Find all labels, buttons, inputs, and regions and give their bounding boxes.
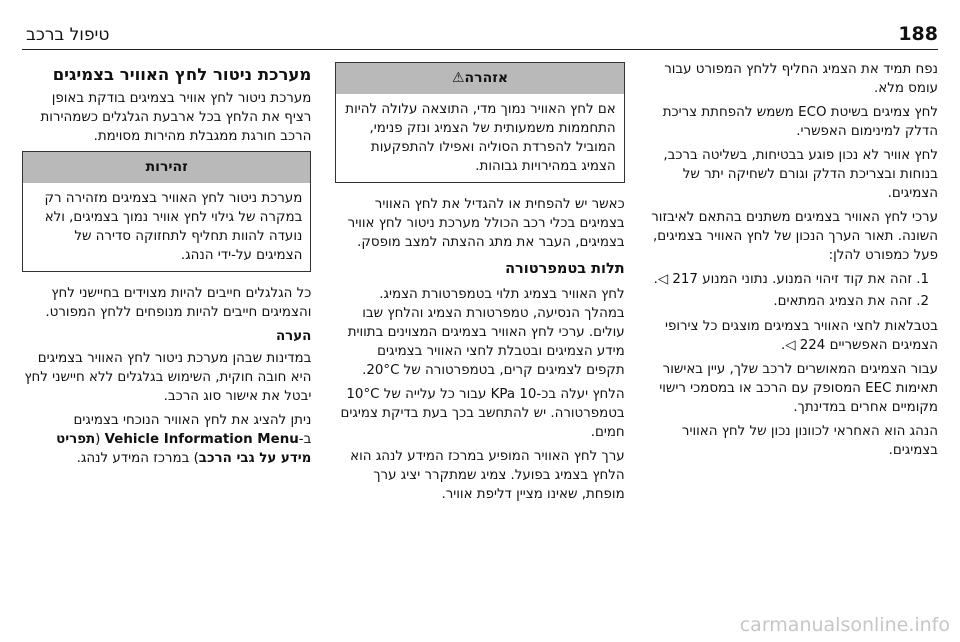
note-title: הערה bbox=[275, 329, 312, 344]
page-number: 188 bbox=[898, 23, 938, 45]
section-heading: מערכת ניטור לחץ האוויר בצמיגים bbox=[52, 65, 312, 84]
text-span: ) במרכז המידע לנהג. bbox=[76, 451, 199, 466]
paragraph: כל הגלגלים חייבים להיות מצוידים בחיישני לחץ והצמיגים חייבים להיות מנופחים ללחץ המפורט. bbox=[45, 286, 312, 320]
warning-text: אם לחץ האוויר נמוך מדי, התוצאה עלולה להיות התחממות משמעותית של הצמיג ונזק פנימי, המוביל להפרדת הסוליה ואפילו להתפקעות הצמיג במהירויות גבוהות. bbox=[345, 102, 616, 174]
paragraph: הלחץ יעלה בכ-10 KPa עבור כל עלייה של 10°C בטמפרטורה. יש להתחשב בכך בעת בדיקת צמיגים חמים. bbox=[340, 387, 625, 440]
paragraph: בטבלאות לחצי האוויר בצמיגים מוצגים כל צירופי הצמיגים האפשריים 224 ◁. bbox=[664, 319, 938, 353]
paragraph: לחץ אוויר לא נכון פוגע בבטיחות, בשליטה ברכב, בנוחות ובצריכת הדלק וגורם לשחיקה יתר של הצמיגים. bbox=[663, 148, 938, 201]
paragraph: עבור הצמיגים המאושרים לרכב שלך, עיין באישור תאימות EEC המסופק עם הרכב או במסמכי רישוי מקומיים אחרים במדינתך. bbox=[659, 362, 938, 415]
paragraph: נפח תמיד את הצמיג החליף ללחץ המפורט עבור עומס מלא. bbox=[664, 62, 938, 96]
note-text: במדינות שבהן מערכת ניטור לחץ האוויר בצמיגים היא חובה חוקית, השימוש בגלגלים ללא חיישני לחץ יבטל את אישור סוג הרכב. bbox=[24, 351, 312, 404]
paragraph: מערכת ניטור לחץ אוויר בצמיגים בודקת באופן רציף את הלחץ בכל ארבעת הגלגלים כשמהירות הרכב חורגת ממגבלת מהירות מסוימת. bbox=[40, 91, 312, 144]
menu-name-hebrew: תפריט מידע על גבי הרכב bbox=[56, 432, 312, 466]
paragraph-menu bbox=[22, 411, 311, 468]
steps-list bbox=[649, 270, 938, 311]
list-item: 2. זהה את הצמיג המתאים. bbox=[649, 292, 912, 311]
column-middle bbox=[335, 60, 624, 612]
caution-title: זהירות bbox=[23, 152, 310, 183]
page-columns bbox=[22, 60, 938, 612]
menu-name: Vehicle Information Menu bbox=[104, 432, 299, 447]
list-item: 1. זהה את קוד זיהוי המנוע. נתוני המנוע 217 ◁. bbox=[649, 270, 912, 289]
text-span: ( bbox=[95, 432, 105, 447]
text-span: ניתן להציג את לחץ האוויר הנוכחי בצמיגים ב- bbox=[73, 413, 312, 447]
paragraph: לחץ האוויר בצמיג תלוי בטמפרטורת הצמיג. במהלך הנסיעה, טמפרטורת הצמיג והלחץ שבו עולים. ערכי לחץ האוויר בצמיגים המצוינים בתווית מידע הצמיגים ובטבלת לחצי האוויר בצמיגים תקפים לצמיגים קרים, בטמפרטורה של 20°C. bbox=[347, 287, 625, 378]
paragraph: לחץ צמיגים בשיטת ECO משמש להפחתת צריכת הדלק למינימום האפשרי. bbox=[662, 105, 938, 139]
paragraph: הנהג הוא האחראי לכוונון נכון של לחץ האוויר בצמיגים. bbox=[681, 424, 938, 458]
warning-title: אזהרה bbox=[464, 70, 509, 86]
column-right bbox=[649, 60, 938, 612]
caution-box bbox=[22, 151, 311, 272]
paragraph: ערכי לחץ האוויר בצמיגים משתנים בהתאם לאיבזור השונה. תאור הערך הנכון של לחץ האוויר בצמיגים, פעל כמפורט להלן: bbox=[651, 210, 938, 263]
warning-triangle-icon: ⚠ bbox=[451, 70, 465, 86]
column-left bbox=[22, 60, 311, 612]
warning-header bbox=[336, 63, 623, 94]
paragraph: ערך לחץ האוויר המופיע במרכז המידע לנהג הוא הלחץ בצמיג בפועל. צמיג שמתקרר יציג ערך מופחת, שאינו מציין דליפת אוויר. bbox=[350, 449, 625, 502]
page-header bbox=[22, 16, 938, 50]
paragraph: כאשר יש להפחית או להגדיל את לחץ האוויר בצמיגים בכלי רכב הכולל מערכת ניטור לחץ אוויר בצמיגים, העבר את מתג ההצתה למצב מופסק. bbox=[347, 197, 625, 250]
subheading-temperature: תלות בטמפרטורה bbox=[505, 261, 625, 277]
warning-box bbox=[335, 62, 624, 183]
watermark: carmanualsonline.info bbox=[739, 614, 950, 636]
chapter-title: טיפול ברכב bbox=[26, 25, 110, 45]
caution-text: מערכת ניטור לחץ האוויר בצמיגים מזהירה רק במקרה של גילוי לחץ אוויר נמוך בצמיגים, ולא נועדה להוות תחליף לתחזוקה סדירה של הצמיגים על-ידי הנהג. bbox=[44, 191, 303, 263]
